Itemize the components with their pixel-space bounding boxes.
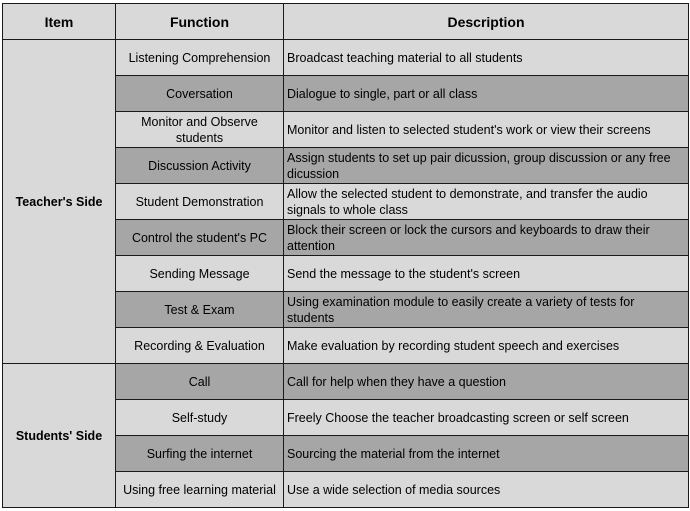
- table-header: [3, 4, 689, 40]
- function-cell: Using free learning material: [116, 472, 284, 508]
- function-cell: Test & Exam: [116, 292, 284, 328]
- description-cell: Sourcing the material from the internet: [284, 436, 689, 472]
- function-cell: Surfing the internet: [116, 436, 284, 472]
- function-cell: Self-study: [116, 400, 284, 436]
- function-cell: Monitor and Observe students: [116, 112, 284, 148]
- description-cell: Assign students to set up pair dicussion, group discussion or any free dicussion: [284, 148, 689, 184]
- function-cell: Listening Comprehension: [116, 40, 284, 76]
- group-label: Students' Side: [3, 364, 116, 508]
- description-cell: Allow the selected student to demonstrate, and transfer the audio signals to whole class: [284, 184, 689, 220]
- table-row: [3, 40, 689, 76]
- description-cell: Make evaluation by recording student speech and exercises: [284, 328, 689, 364]
- function-cell: Coversation: [116, 76, 284, 112]
- function-cell: Student Demonstration: [116, 184, 284, 220]
- function-cell: Sending Message: [116, 256, 284, 292]
- function-cell: Control the student's PC: [116, 220, 284, 256]
- description-cell: Dialogue to single, part or all class: [284, 76, 689, 112]
- header-row: [3, 4, 689, 40]
- description-cell: Call for help when they have a question: [284, 364, 689, 400]
- function-cell: Discussion Activity: [116, 148, 284, 184]
- description-cell: Block their screen or lock the cursors and keyboards to draw their attention: [284, 220, 689, 256]
- header-item: Item: [3, 4, 116, 40]
- function-cell: Recording & Evaluation: [116, 328, 284, 364]
- table-row: [3, 364, 689, 400]
- table-body: [3, 40, 689, 508]
- function-cell: Call: [116, 364, 284, 400]
- description-cell: Broadcast teaching material to all students: [284, 40, 689, 76]
- description-cell: Use a wide selection of media sources: [284, 472, 689, 508]
- description-cell: Using examination module to easily create a variety of tests for students: [284, 292, 689, 328]
- description-cell: Send the message to the student's screen: [284, 256, 689, 292]
- description-cell: Freely Choose the teacher broadcasting screen or self screen: [284, 400, 689, 436]
- description-cell: Monitor and listen to selected student's work or view their screens: [284, 112, 689, 148]
- group-label: Teacher's Side: [3, 40, 116, 364]
- header-function: Function: [116, 4, 284, 40]
- header-description: Description: [284, 4, 689, 40]
- feature-table: [2, 3, 689, 508]
